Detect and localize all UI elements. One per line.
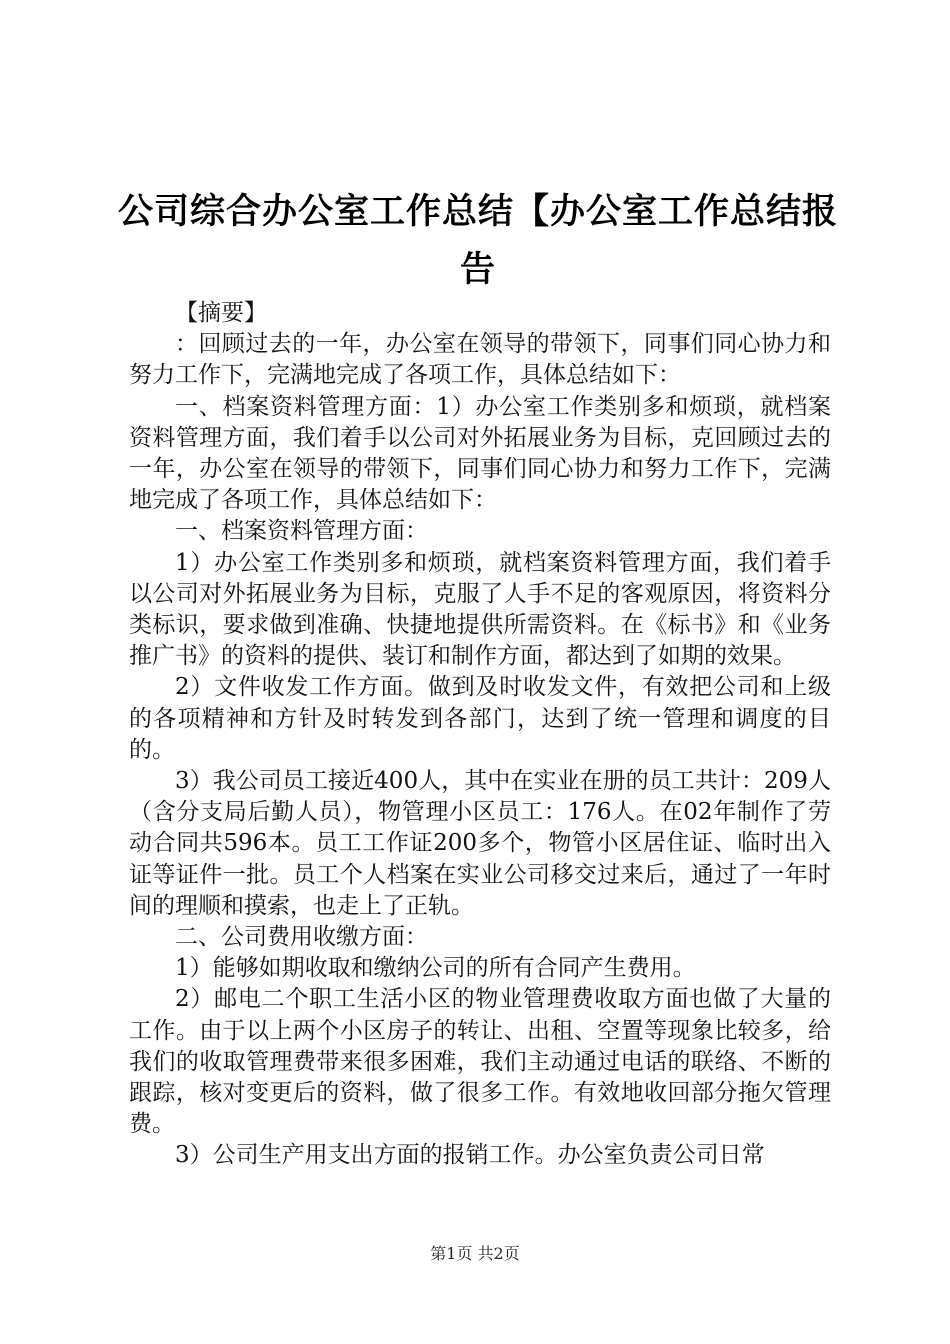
section-heading: 一、档案资料管理方面： bbox=[175, 518, 428, 545]
body-paragraph: 2）文件收发工作方面。做到及时收发文件，有效把公司和上级的各项精神和方针及时转发到各部门，达到了统一管理和调度的目的。 bbox=[129, 674, 831, 763]
body-paragraph: 2）邮电二个职工生活小区的物业管理费收取方面也做了大量的工作。由于以上两个小区房子的转让、出租、空置等现象比较多，给我们的收取管理费带来很多困难，我们主动通过电话的联络、不断的跟踪，核对变更后的资料，做了很多工作。有效地收回部分拖欠管理费。 bbox=[129, 986, 831, 1138]
page-number-footer: 第1页 共2页 bbox=[430, 1244, 520, 1263]
body-paragraph: 3）公司生产用支出方面的报销工作。办公室负责公司日常 bbox=[175, 1142, 765, 1169]
body-paragraph: 一、档案资料管理方面：1）办公室工作类别多和烦琐，就档案资料管理方面，我们着手以公司对外拓展业务为目标，克回顾过去的一年，办公室在领导的带领下，同事们同心协力和努力工作下，完满地完成了各项工作，具体总结如下： bbox=[129, 393, 831, 514]
body-paragraph: 1）能够如期收取和缴纳公司的所有合同产生费用。 bbox=[175, 955, 696, 982]
document-body bbox=[129, 298, 831, 1172]
section-heading: 二、公司费用收缴方面： bbox=[175, 924, 428, 951]
body-paragraph: 3）我公司员工接近400人，其中在实业在册的员工共计：209人（含分支局后勤人员），物管理小区员工：176人。在02年制作了劳动合同共596本。员工工作证200多个，物管小区居住证、临时出入证等证件一批。员工个人档案在实业公司移交过来后，通过了一年时间的理顺和摸索，也走上了正轨。 bbox=[129, 768, 831, 919]
document-title: 公司综合办公室工作总结【办公室工作总结报告 bbox=[117, 192, 838, 290]
body-paragraph: 1）办公室工作类别多和烦琐，就档案资料管理方面，我们着手以公司对外拓展业务为目标，克服了人手不足的客观原因，将资料分类标识，要求做到准确、快捷地提供所需资料。在《标书》和《业务推广书》的资料的提供、装订和制作方面，都达到了如期的效果。 bbox=[129, 549, 831, 670]
body-paragraph: ：回顾过去的一年，办公室在领导的带领下，同事们同心协力和努力工作下，完满地完成了各项工作，具体总结如下： bbox=[129, 331, 831, 389]
abstract-label: 【摘要】 bbox=[175, 300, 267, 326]
